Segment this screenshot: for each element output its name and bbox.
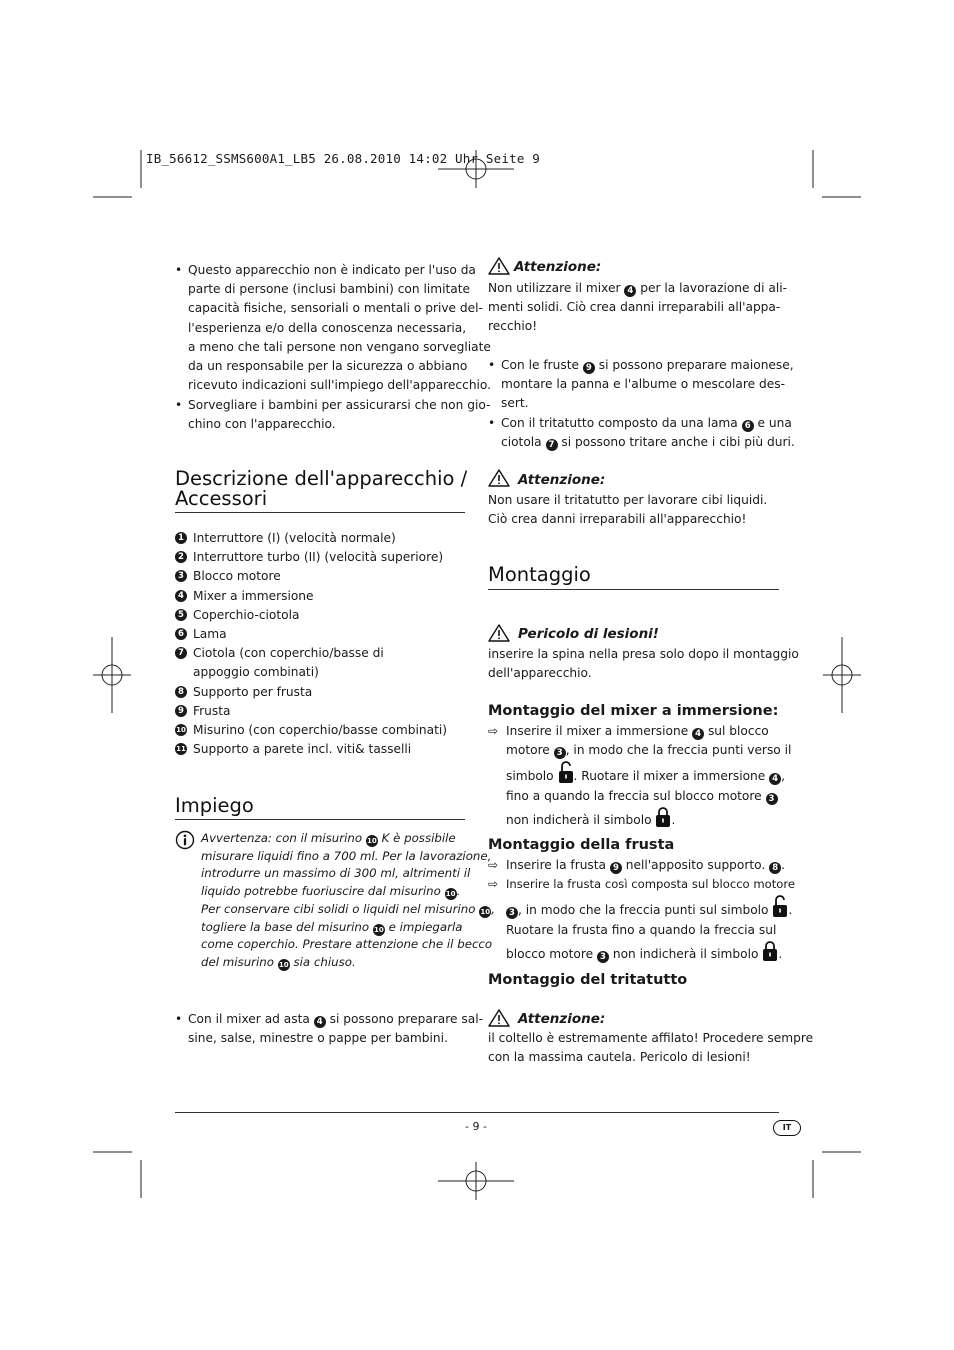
parts-list-item [175, 529, 475, 548]
part-number-badge: 8 [769, 862, 781, 874]
parts-list-label: appoggio combinati) [193, 665, 319, 680]
language-badge: IT [773, 1120, 801, 1136]
part-number-badge: 3 [554, 747, 566, 759]
text-line: l'esperienza e/o della conoscenza necessaria, [188, 320, 467, 335]
text-line: capacità fisiche, sensoriali o mentali o prive del- [188, 301, 483, 316]
parts-list-item [175, 644, 475, 663]
parts-list-label: Frusta [193, 703, 231, 718]
warning-text: il coltello è estremamente affilato! Procedere sempre con la massima cautela. Pericolo di lesioni! [488, 1031, 814, 1065]
part-number-badge: 4 [692, 728, 704, 740]
part-number-badge: 11 [176, 745, 186, 754]
parts-list-item [175, 587, 475, 606]
part-number-badge: 9 [610, 862, 622, 874]
parts-list-item [175, 548, 475, 567]
part-number-badge: 3 [766, 793, 778, 805]
part-number-badge: 10 [278, 960, 289, 969]
parts-list [175, 529, 475, 759]
parts-list-item [175, 683, 475, 702]
lock-closed-icon [655, 806, 671, 828]
subheading-mixer: Montaggio del mixer a immersione: [488, 703, 779, 719]
parts-list-item [175, 702, 475, 721]
section-heading-impiego: Impiego [175, 794, 254, 817]
parts-list-item [175, 740, 475, 759]
instruction-text: Inserire il mixer a immersione 4 sul blocco motore 3 , in modo che la freccia punti verso il simbolo . Ruotare il mixer a immersione 4 , fino a quando la freccia sul blocco motore 3 non indicherà il simbolo . [506, 724, 792, 827]
lock-closed-icon [762, 940, 778, 962]
warning-title: Attenzione: [514, 259, 602, 275]
parts-list-item [175, 663, 475, 682]
parts-list-item [175, 567, 475, 586]
section-heading-montaggio: Montaggio [488, 563, 591, 586]
part-number-badge: 7 [546, 439, 558, 451]
parts-list-item [175, 721, 475, 740]
parts-list-label: Misurino (con coperchio/basse combinati) [193, 723, 447, 738]
part-number-badge: 10 [374, 925, 384, 934]
parts-list-label: Ciotola (con coperchio/basse di [193, 646, 384, 661]
part-number-badge: 5 [175, 609, 187, 621]
warning-title: Attenzione: [518, 1011, 606, 1027]
part-number-badge: 9 [583, 362, 595, 374]
heading-underline [175, 512, 465, 513]
part-number-badge: 3 [506, 907, 518, 919]
parts-list-item [175, 625, 475, 644]
subheading-frusta: Montaggio della frusta [488, 837, 675, 853]
warning-triangle-icon [488, 624, 510, 642]
danger-text: inserire la spina nella presa solo dopo il montaggio dell'apparecchio. [488, 647, 799, 681]
subheading-tritatutto: Montaggio del tritatutto [488, 972, 688, 988]
text-line: Sorvegliare i bambini per assicurarsi che non gio- [188, 398, 491, 412]
part-number-badge: 10 [445, 890, 456, 899]
part-number-badge: 6 [175, 628, 187, 640]
heading-underline [175, 819, 465, 820]
text-line: da un responsabile per la sicurezza o abbiano [188, 359, 468, 374]
part-number-badge: 4 [314, 1016, 326, 1028]
instruction-text: Inserire la frusta 9 nell'apposito supporto. 8 . Inserire la frusta così composta sul blocco motore 3 , in modo che la freccia punti sul simbolo . Ruotare la frusta fino a quando la freccia sul blocco motore 3 non indicherà il simbolo . [506, 858, 796, 962]
lock-open-icon [772, 894, 788, 918]
parts-list-label: Blocco motore [193, 569, 281, 584]
parts-list-label: Interruttore (I) (velocità normale) [193, 531, 396, 545]
warning-text: Non usare il tritatutto per lavorare cibi liquidi. Ciò crea danni irreparabili all'apparecchio! [488, 493, 768, 527]
part-number-badge: 10 [366, 837, 377, 845]
warning-title: Attenzione: [518, 472, 606, 488]
warning-text: Non utilizzare il mixer 4 per la lavorazione di ali- menti solidi. Ciò crea danni irreparabili all'appa- recchio! [488, 281, 788, 334]
part-number-badge: 4 [624, 285, 636, 297]
heading-line: Descrizione dell'apparecchio / [175, 467, 468, 490]
parts-list-label: Supporto a parete incl. viti& tasselli [193, 742, 412, 757]
part-number-badge: 1 [175, 532, 187, 544]
arrow-right-icon: ⇨ [488, 858, 499, 872]
arrow-right-icon: ⇨ [488, 724, 499, 738]
part-number-badge: 6 [742, 420, 754, 432]
part-number-badge: 9 [175, 705, 187, 717]
parts-list-label: Coperchio-ciotola [193, 607, 300, 622]
parts-list-label: Interruttore turbo (II) (velocità superiore) [193, 550, 444, 565]
parts-list-label: Mixer a immersione [193, 588, 314, 603]
warning-triangle-icon [488, 257, 510, 275]
part-number-badge: 4 [175, 590, 187, 602]
text-line: a meno che tali persone non vengano sorvegliate [188, 339, 491, 354]
parts-list-label: Supporto per frusta [193, 684, 313, 699]
text-line: ricevuto indicazioni sull'impiego dell'apparecchio. [188, 378, 492, 393]
text-line: parte di persone (inclusi bambini) con limitate [188, 282, 471, 297]
heading-underline [488, 589, 779, 590]
parts-list-label: Lama [193, 627, 227, 642]
warning-triangle-icon [488, 469, 510, 487]
part-number-badge: 8 [175, 686, 187, 698]
part-number-badge: 10 [480, 907, 491, 916]
note-text: Avvertenza: con il misurino 10 K è possibile misurare liquidi fino a 700 ml. Per la lavorazione, introdurre un massimo di 300 ml, altrimenti il liquido potrebbe fuoriuscire dal misurino 10. Per conservare cibi solidi o liquidi nel misurino 10, togliere la base del misurino 10 e impiegarla come coperchio. Prestare attenzione che il becco del misurino 10 sia chiuso. [201, 831, 495, 969]
part-number-badge: 3 [597, 951, 609, 963]
arrow-right-icon: ⇨ [488, 877, 499, 891]
danger-title: Pericolo di lesioni! [518, 626, 659, 642]
part-number-badge: 7 [175, 647, 187, 659]
footer-rule [175, 1112, 779, 1113]
lock-open-icon [558, 760, 574, 784]
print-header: IB_56612_SSMS600A1_LB5 26.08.2010 14:02 Uhr Seite 9 [146, 151, 541, 166]
text-line: Questo apparecchio non è indicato per l'uso da [188, 263, 476, 277]
section-heading-descrizione [175, 469, 467, 509]
info-icon [175, 830, 195, 850]
heading-line: Accessori [175, 487, 268, 510]
part-number-badge: 3 [175, 570, 187, 582]
warning-triangle-icon [488, 1009, 510, 1027]
part-number-badge: 2 [175, 551, 187, 563]
text-line: chino con l'apparecchio. [188, 417, 336, 432]
parts-list-item [175, 606, 475, 625]
page-number: - 9 - [465, 1120, 487, 1133]
part-number-badge: 10 [176, 726, 186, 735]
part-number-badge: 4 [769, 773, 781, 785]
